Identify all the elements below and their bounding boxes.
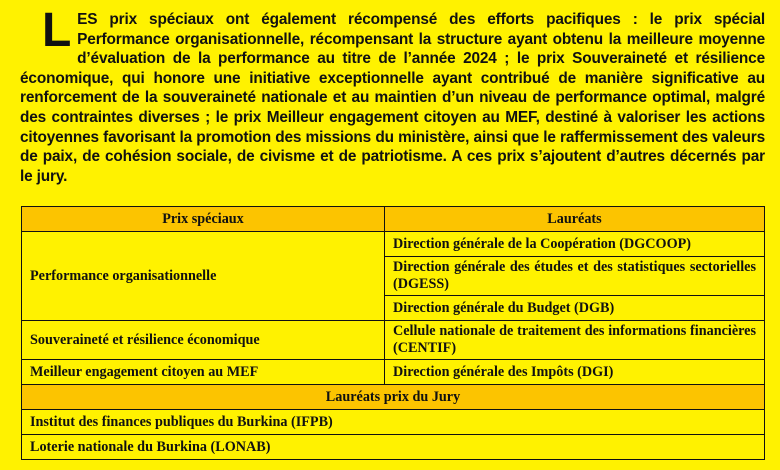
laureate-name: Direction générale des Impôts (DGI) — [385, 360, 765, 385]
article-paragraph — [20, 4, 765, 186]
article — [20, 4, 765, 186]
table-row — [22, 321, 765, 360]
jury-header: Lauréats prix du Jury — [22, 385, 765, 410]
awards-table — [21, 206, 765, 460]
table-row — [22, 232, 765, 257]
prize-name: Souveraineté et résilience économique — [22, 321, 385, 360]
table-row — [22, 360, 765, 385]
prize-name: Meilleur engagement citoyen au MEF — [22, 360, 385, 385]
drop-cap: L — [42, 4, 72, 57]
prize-name: Performance organisationnelle — [22, 232, 385, 321]
header-laureates: Lauréats — [385, 207, 765, 232]
table-row — [22, 435, 765, 460]
jury-laureate: Loterie nationale du Burkina (LONAB) — [22, 435, 765, 460]
jury-header-row — [22, 385, 765, 410]
header-special-prizes: Prix spéciaux — [22, 207, 385, 232]
paragraph-text: ES prix spéciaux ont également récompensé des efforts pacifiques : le prix spécial Performance organisationnelle, récompensant la structure ayant obtenu la meilleure moyenne d’évaluation de la performance au titre de l’année 2024 ; le prix Souveraineté et résilience économique, qui honore une initiative exceptionnelle ayant contribué de manière significative au renforcement de la souveraineté nationale et au maintien d’un niveau de performance optimal, malgré des contraintes diverses ; le prix Meilleur engagement citoyen au MEF, destiné à valoriser les actions citoyennes favorisant la promotion des missions du ministère, ainsi que le raffermissement des valeurs de paix, de cohésion sociale, de civisme et de patriotisme. A ces prix s’ajoutent d’autres décernés par le jury. — [20, 11, 765, 185]
table-header-row — [22, 207, 765, 232]
laureate-name: Direction générale de la Coopération (DGCOOP) — [385, 232, 765, 257]
jury-laureate: Institut des finances publiques du Burkina (IFPB) — [22, 410, 765, 435]
table-row — [22, 410, 765, 435]
laureate-name: Direction générale des études et des statistiques sectorielles (DGESS) — [385, 257, 765, 296]
laureate-name: Direction générale du Budget (DGB) — [385, 296, 765, 321]
laureate-name: Cellule nationale de traitement des informations financières (CENTIF) — [385, 321, 765, 360]
